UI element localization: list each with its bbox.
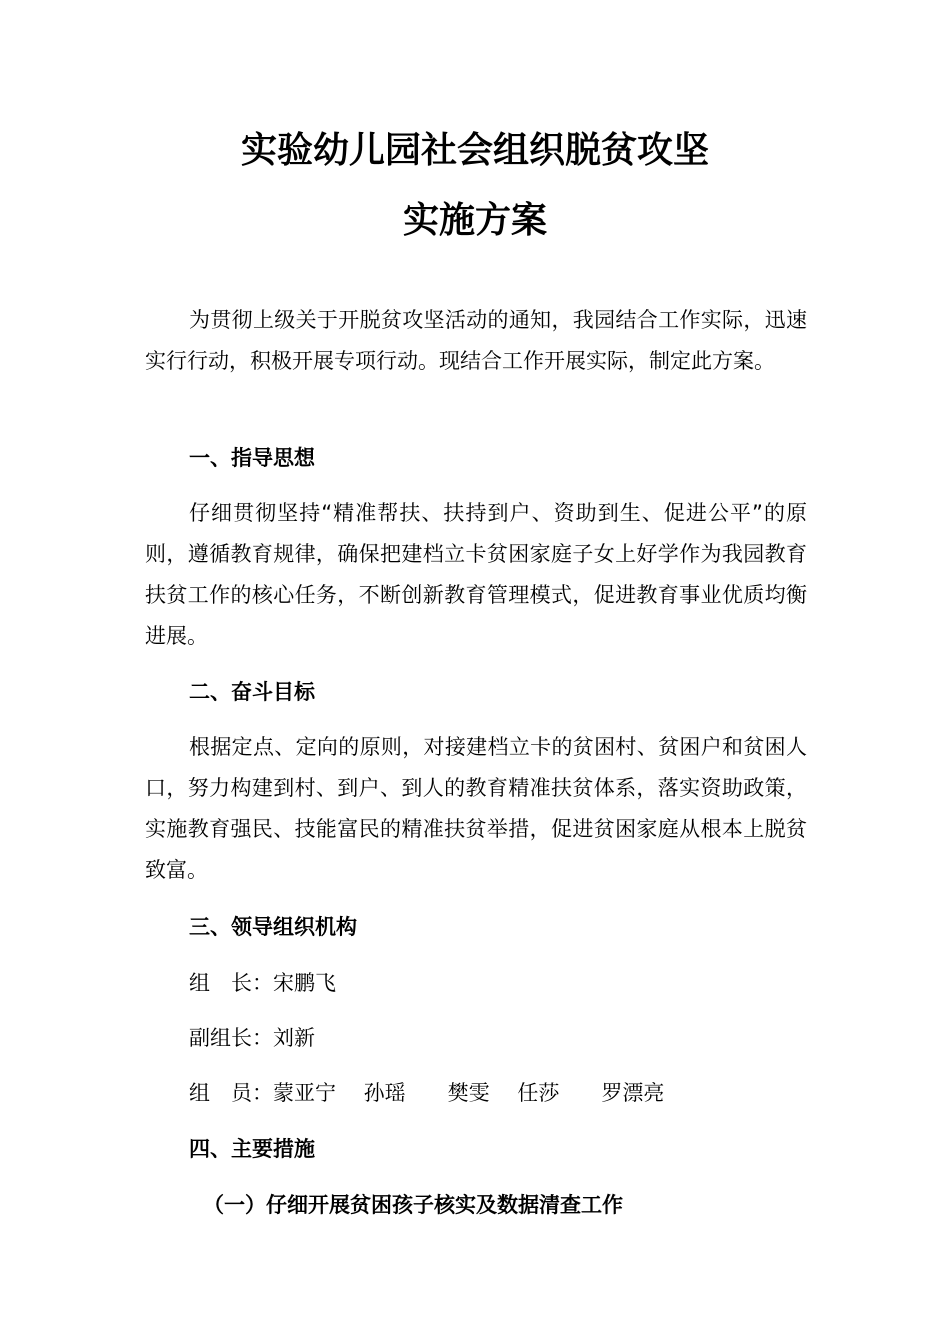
deputy-leader-name: 刘新	[273, 1026, 315, 1050]
section-2-body: 根据定点、定向的原则，对接建档立卡的贫困村、贫困户和贫困人口，努力构建到村、到户、到人的教育精准扶贫体系，落实资助政策，实施教育强民、技能富民的精准扶贫举措，促进贫困家庭从根本上脱贫致富。	[145, 735, 807, 882]
deputy-leader-label: 副组长：	[189, 1026, 273, 1050]
leader-label: 组 长：	[189, 971, 273, 995]
section-1-heading: 一、指导思想	[189, 446, 315, 470]
section-4-heading: 四、主要措施	[189, 1137, 315, 1161]
leader-name: 宋鹏飞	[273, 971, 336, 995]
section-3-heading: 三、领导组织机构	[189, 915, 357, 939]
intro-paragraph: 为贯彻上级关于开脱贫攻坚活动的通知，我园结合工作实际，迅速实行行动，积极开展专项行动。现结合工作开展实际，制定此方案。	[145, 308, 807, 373]
leader-line	[189, 968, 336, 998]
document-title-line-1: 实验幼儿园社会组织脱贫攻坚	[240, 129, 709, 171]
deputy-leader-line	[189, 1023, 315, 1053]
section-4-subheading-1: （一）仔细开展贫困孩子核实及数据清查工作	[203, 1193, 623, 1217]
document-title-line-2: 实施方案	[402, 199, 547, 241]
members-names: 蒙亚宁 孙瑶 樊雯 任莎 罗漂亮	[273, 1081, 665, 1105]
section-1-body: 仔细贯彻坚持“精准帮扶、扶持到户、资助到生、促进公平”的原则，遵循教育规律，确保把建档立卡贫困家庭子女上好学作为我园教育扶贫工作的核心任务，不断创新教育管理模式，促进教育事业优质均衡进展。	[145, 501, 807, 648]
members-label: 组 员：	[189, 1081, 273, 1105]
members-line	[189, 1078, 664, 1108]
section-2-heading: 二、奋斗目标	[189, 680, 315, 704]
